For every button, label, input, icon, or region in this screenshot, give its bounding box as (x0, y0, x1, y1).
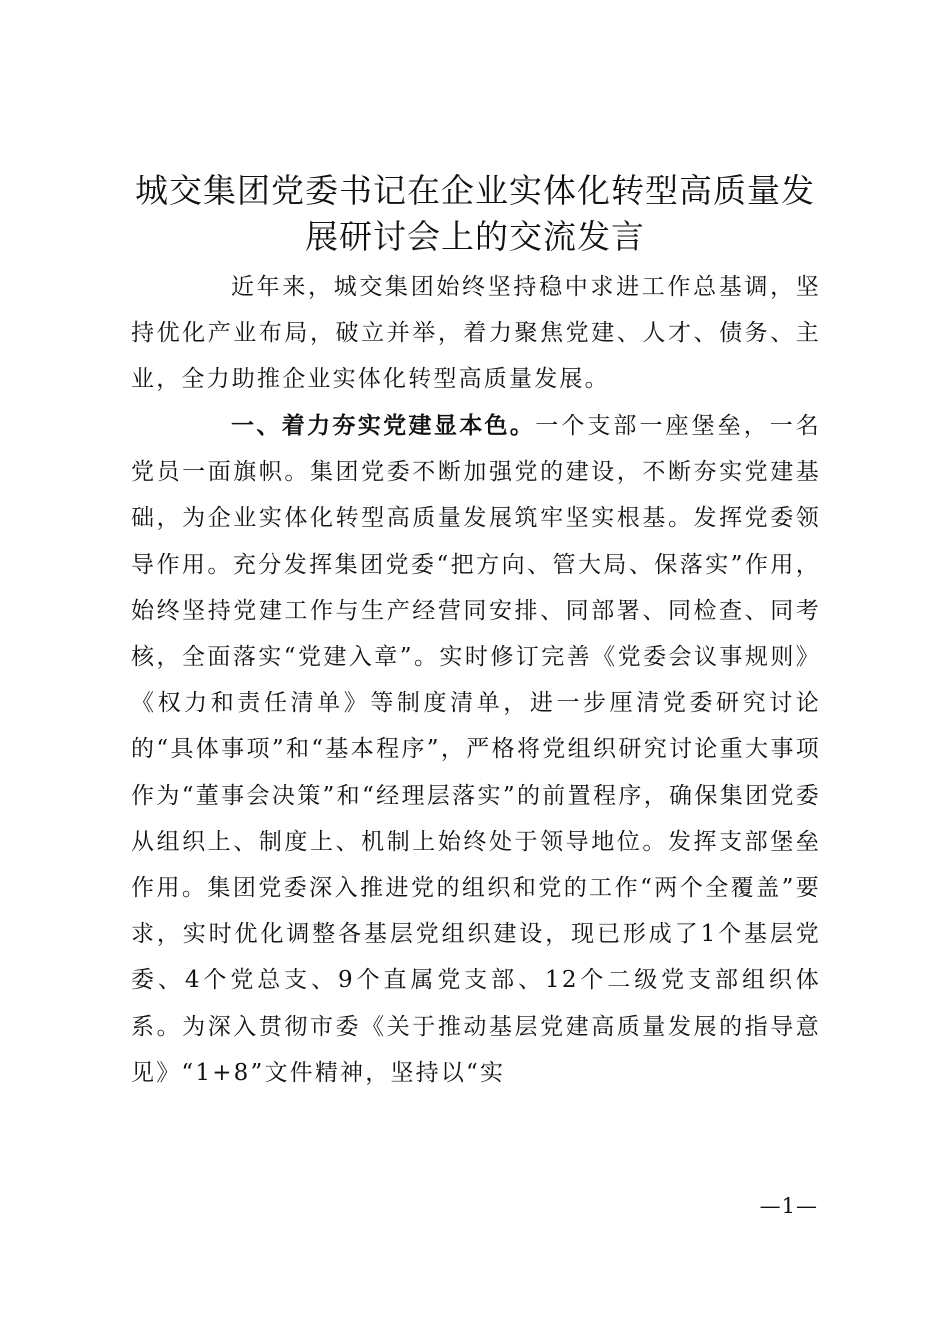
intro-paragraph: 近年来，城交集团始终坚持稳中求进工作总基调，坚持优化产业布局，破立并举，着力聚焦党建、人才、债务、主业，全力助推企业实体化转型高质量发展。 (131, 274, 821, 393)
document-title: 城交集团党委书记在企业实体化转型高质量发展研讨会上的交流发言 (135, 171, 815, 256)
section-1-heading: 一、着力夯实党建显本色。 (231, 413, 536, 439)
section-1-body: 一个支部一座堡垒，一名党员一面旗帜。集团党委不断加强党的建设，不断夯实党建基础，为企业实体化转型高质量发展筑牢坚实根基。发挥党委领导作用。充分发挥集团党委“把方向、管大局、保落实”作用，始终坚持党建工作与生产经营同安排、同部署、同检查、同考核，全面落实“党建入章”。实时修订完善《党委会议事规则》《权力和责任清单》等制度清单，进一步厘清党委研究讨论的“具体事项”和“基本程序”，严格将党组织研究讨论重大事项作为“董事会决策”和“经理层落实”的前置程序，确保集团党委从组织上、制度上、机制上始终处于领导地位。发挥支部堡垒作用。集团党委深入推进党的组织和党的工作“两个全覆盖”要求，实时优化调整各基层党组织建设，现已形成了1个基层党委、4个党总支、9个直属党支部、12个二级党支部组织体系。为深入贯彻市委《关于推动基层党建高质量发展的指导意见》“1+8”文件精神，坚持以“实 (131, 413, 822, 1086)
section-1-paragraph (131, 403, 821, 1096)
page-number: —1— (759, 1194, 818, 1218)
